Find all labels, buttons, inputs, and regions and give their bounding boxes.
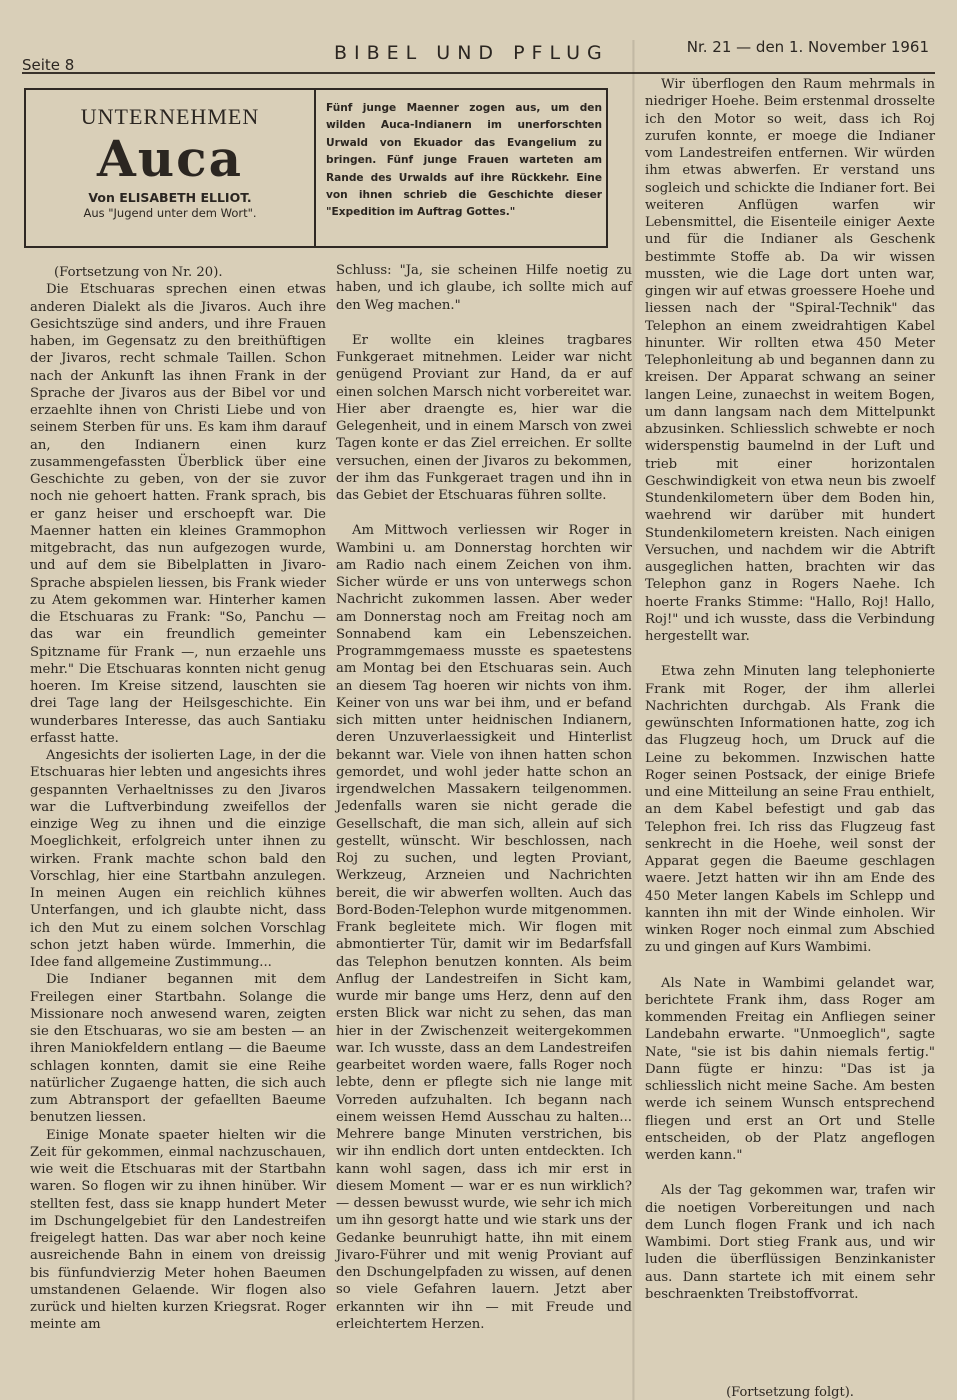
masthead: BIBEL UND PFLUG bbox=[334, 42, 609, 64]
article-intro: Fünf junge Maenner zogen aus, um den wilden Auca-Indianern im unerforschten Urwald von Ekuador das Evangelium zu bringen. Fünf junge Frauen warteten am Rande des Urwalds auf ihre Rückkehr. Eine von ihnen schrieb die Geschichte dieser "Expedition im Auftrag Gottes." bbox=[326, 102, 602, 219]
paragraph: Er wollte ein kleines tragbares Funkgeraet mitnehmen. Leider war nicht genügend Proviant zur Hand, da er auf einen solchen Marsch nicht vorbereitet war. Hier aber draengte es, hier war die Gelegenheit, und in einem Marsch von zwei Tagen konte er das Ziel erreichen. Er sollte versuchen, einen der Jivaros zu bekommen, der ihm das Funkgeraet tragen und ihn in das Gebiet der Etschuaras führen sollte. bbox=[336, 332, 632, 503]
page-header bbox=[22, 38, 935, 74]
paragraph: Die Etschuaras sprechen einen etwas anderen Dialekt als die Jivaros. Auch ihre Gesichtszüge sind anders, und ihre Frauen haben, im Gegensatz zu den breithüftigen der Jivaros, recht schmale Taillen. Schon nach der Ankunft las ihnen Frank in der Sprache der Jivaros aus der Bibel vor und erzaehlte ihnen von Christi Liebe und von seinem Sterben für uns. Es kam ihm darauf an, den Indianern einen kurz zusammengefassten Überblick über eine Geschichte zu geben, von der sie zuvor noch nie gehoert hatten. Frank sprach, bis er ganz heiser und erschoepft war. Die Maenner hatten ein kleines Grammophon mitgebracht, das nun aufgezogen wurde, und auf dem sie Bibelplatten in Jivaro-Sprache abspielen liessen, bis Frank wieder zu Atem gekommen war. Hinterher kamen die Etschuaras zu Frank: "So, Panchu — das war ein freundlich gemeinter Spitzname für Frank —, nun erzaehle uns mehr." Die Etschuaras konnten nicht genug hoeren. Im Kreise sitzend, lauschten sie drei Tage lang der Heilsgeschichte. Ein wunderbares Interesse, das auch Santiaku erfasst hatte. bbox=[30, 282, 326, 746]
article-title-box bbox=[24, 88, 608, 248]
text-column-3 bbox=[645, 76, 935, 1303]
paragraph: Schluss: "Ja, sie scheinen Hilfe noetig zu haben, und ich glaube, ich sollte mich auf den Weg machen." bbox=[336, 263, 632, 313]
text-column-2 bbox=[336, 262, 632, 1333]
paragraph: Etwa zehn Minuten lang telephonierte Frank mit Roger, der ihm allerlei Nachrichten durchgab. Als Frank die gewünschten Informationen hatte, zog ich das Flugzeug hoch, um Druck auf die Leine zu bekommen. Inzwischen hatte Roger seinen Postsack, der einige Briefe und eine Mitteilung an seine Frau enthielt, an dem Kabel befestigt und gab das Telephon frei. Ich riss das Flugzeug fast senkrecht in die Hoehe, weil sonst der Apparat gegen die Baeume geschlagen waere. Jetzt hatten wir ihn am Ende des 450 Meter langen Kabels im Schlepp und kannten ihn mit der Winde einholen. Wir winken Roger noch einmal zum Abschied zu und gingen auf Kurs Wambimi. bbox=[645, 664, 935, 956]
paragraph: Die Indianer begannen mit dem Freilegen einer Startbahn. Solange die Missionare noch anwesend waren, zeigten sie den Etschuaras, wo sie am besten — an ihren Maniokfeldern entlang — die Baeume schlagen konnten, damit sie eine Reihe natürlicher Zugaenge hatten, die sich auch zum Abtransport der gefaellten Baeume benutzen liessen. bbox=[30, 972, 326, 1126]
paragraph: Angesichts der isolierten Lage, in der die Etschuaras hier lebten und angesichts ihres gespannten Verhaeltnisses zu den Jivaros war die Luftverbindung zweifellos der einzige Weg zu ihnen und die einzige Moeglichkeit, erfolgreich unter ihnen zu wirken. Frank machte schon bald den Vorschlag, hier eine Startbahn anzulegen. In meinen Augen ein reichlich kühnes Unterfangen, und ich glaubte nicht, dass ich den Mut zu einem solchen Vorschlag schon jetzt haben würde. Immerhin, die Idee fand allgemeine Zustimmung... bbox=[30, 748, 326, 970]
article-author: Von ELISABETH ELLIOT. bbox=[88, 190, 252, 205]
article-source: Aus "Jugend unter dem Wort". bbox=[83, 206, 257, 220]
title-panel bbox=[26, 90, 314, 246]
article-kicker: UNTERNEHMEN bbox=[80, 104, 260, 129]
page-number: Seite 8 bbox=[22, 56, 75, 74]
text-column-1 bbox=[30, 264, 326, 1334]
paragraph: (Fortsetzung von Nr. 20). bbox=[54, 265, 223, 280]
issue-date: Nr. 21 — den 1. November 1961 bbox=[686, 38, 929, 56]
page-fold-shadow bbox=[632, 40, 635, 1400]
continued-note: (Fortsetzung folgt). bbox=[726, 1385, 854, 1400]
paragraph: Als Nate in Wambimi gelandet war, berichtete Frank ihm, dass Roger am kommenden Freitag ein Anfliegen seiner Landebahn erwarte. "Unmoeglich", sagte Nate, "sie ist bis dahin niemals fertig." Dann fügte er hinzu: "Das ist ja schliesslich nicht meine Sache. Am besten werde ich seinem Wunsch entsprechend fliegen und erst an Ort und Stelle entscheiden, ob der Platz angeflogen werden kann." bbox=[645, 975, 935, 1163]
paragraph: Einige Monate spaeter hielten wir die Zeit für gekommen, einmal nachzuschauen, wie weit die Etschuaras mit der Startbahn waren. So flogen wir zu ihnen hinüber. Wir stellten fest, dass sie knapp hundert Meter im Dschungelgebiet für den Landestreifen freigelegt hatten. Das war aber noch keine ausreichende Bahn in einem von dreissig bis fünfundvierzig Meter hohen Baeumen umstandenen Gelaende. Wir flogen also zurück und hielten kurzen Kriegsrat. Roger meinte am bbox=[30, 1127, 326, 1333]
paragraph: Als der Tag gekommen war, trafen wir die noetigen Vorbereitungen und nach dem Lunch flogen Frank und ich nach Wambimi. Dort stieg Frank aus, und wir luden die überflüssigen Benzinkanister aus. Dann startete ich mit einem sehr beschraenkten Treibstoffvorrat. bbox=[645, 1183, 935, 1302]
paragraph: Am Mittwoch verliessen wir Roger in Wambini u. am Donnerstag horchten wir am Radio nach einem Zeichen von ihm. Sicher würde er uns von unterwegs schon Nachricht zukommen lassen. Aber weder am Donnerstag noch am Freitag noch am Sonnabend kam ein Lebenszeichen. Programmgemaess musste es spaetestens am Montag bei den Etschuaras sein. Auch an diesem Tag hoeren wir nichts von ihm. Keiner von uns war bei ihm, und er befand sich mitten unter heidnischen Indianern, deren Unzuverlaessigkeit und Hinterlist bekannt war. Viele von ihnen hatten schon gemordet, und wohl jeder hatte schon an irgendwelchen Massakern teilgenommen. Jedenfalls waren sie nicht gerade die Gesellschaft, die man sich, allein auf sich gestellt, wünscht. Wir beschlossen, nach Roj zu suchen, und legten Proviant, Werkzeug, Arzneien und Nachrichten bereit, die wir abwerfen wollten. Auch das Bord-Boden-Telephon wurde mitgenommen. Frank begleitete mich. Wir flogen mit abmontierter Tür, damit wir im Bedarfsfall das Telephon benutzen konnten. Als beim Anflug der Landestreifen in Sicht kam, wurde mir bange ums Herz, denn auf den ersten Blick war nicht zu sehen, das man hier in der Zwischenzeit weitergekommen war. Ich wusste, dass an dem Landestreifen gearbeitet worden waere, falls Roger noch lebte, denn er pflegte sich nie lange mit Vorreden aufzuhalten. Ich begann nach einem weissen Hemd Ausschau zu halten... Mehrere bange Minuten verstrichen, bis wir ihn endlich dort unten entdeckten. Ich kann wohl sagen, dass ich mir erst in diesem Moment — war er es nun wirklich? — dessen bewusst wurde, wie sehr ich mich um ihn gesorgt hatte und wie stark uns der Gedanke beunruhigt hatte, ihn mit einem Jivaro-Führer und mit wenig Proviant auf den Dschungelpfaden zu wissen, auf denen so viele Gefahren lauern. Jetzt aber erkannten wir ihn — mit Freude und erleichtertem Herzen. bbox=[336, 523, 632, 1332]
title-divider bbox=[314, 90, 316, 246]
article-title: Auca bbox=[97, 129, 243, 188]
paragraph: Wir überflogen den Raum mehrmals in niedriger Hoehe. Beim erstenmal drosselte ich den Motor so weit, dass ich Roj zurufen konnte, er moege die Indianer vom Landestreifen entfernen. Wir würden ihm etwas abwerfen. Er verstand uns sogleich und schickte die Indianer fort. Bei weiteren Anflügen warfen wir Lebensmittel, die Eisenteile einiger Aexte und für die Indianer als Geschenk bestimmte Stoffe ab. Da wir wissen mussten, wie die Lage dort unten war, gingen wir auf etwas groessere Hoehe und liessen nach der "Spiral-Technik" das Telephon an einem zweidrahtigen Kabel hinunter. Wir rollten etwa 450 Meter Telephonleitung ab und begannen dann zu kreisen. Der Apparat schwang an seiner langen Leine, zunaechst in weitem Bogen, um dann langsam nach dem Mittelpunkt abzusinken. Schliesslich schwebte er noch widerspenstig baumelnd in der Luft und trieb mit einer horizontalen Geschwindigkeit von etwa neun bis zwoelf Stundenkilometern über dem Boden hin, waehrend wir darüber mit hundert Stundenkilometern kreisten. Nach einigen Versuchen, und nachdem wir die Abtrift ausgeglichen hatten, brachten wir das Telephon ganz in Rogers Naehe. Ich hoerte Franks Stimme: "Hallo, Roj! Hallo, Roj!" und ich wusste, dass die Verbindung hergestellt war. bbox=[645, 77, 935, 644]
